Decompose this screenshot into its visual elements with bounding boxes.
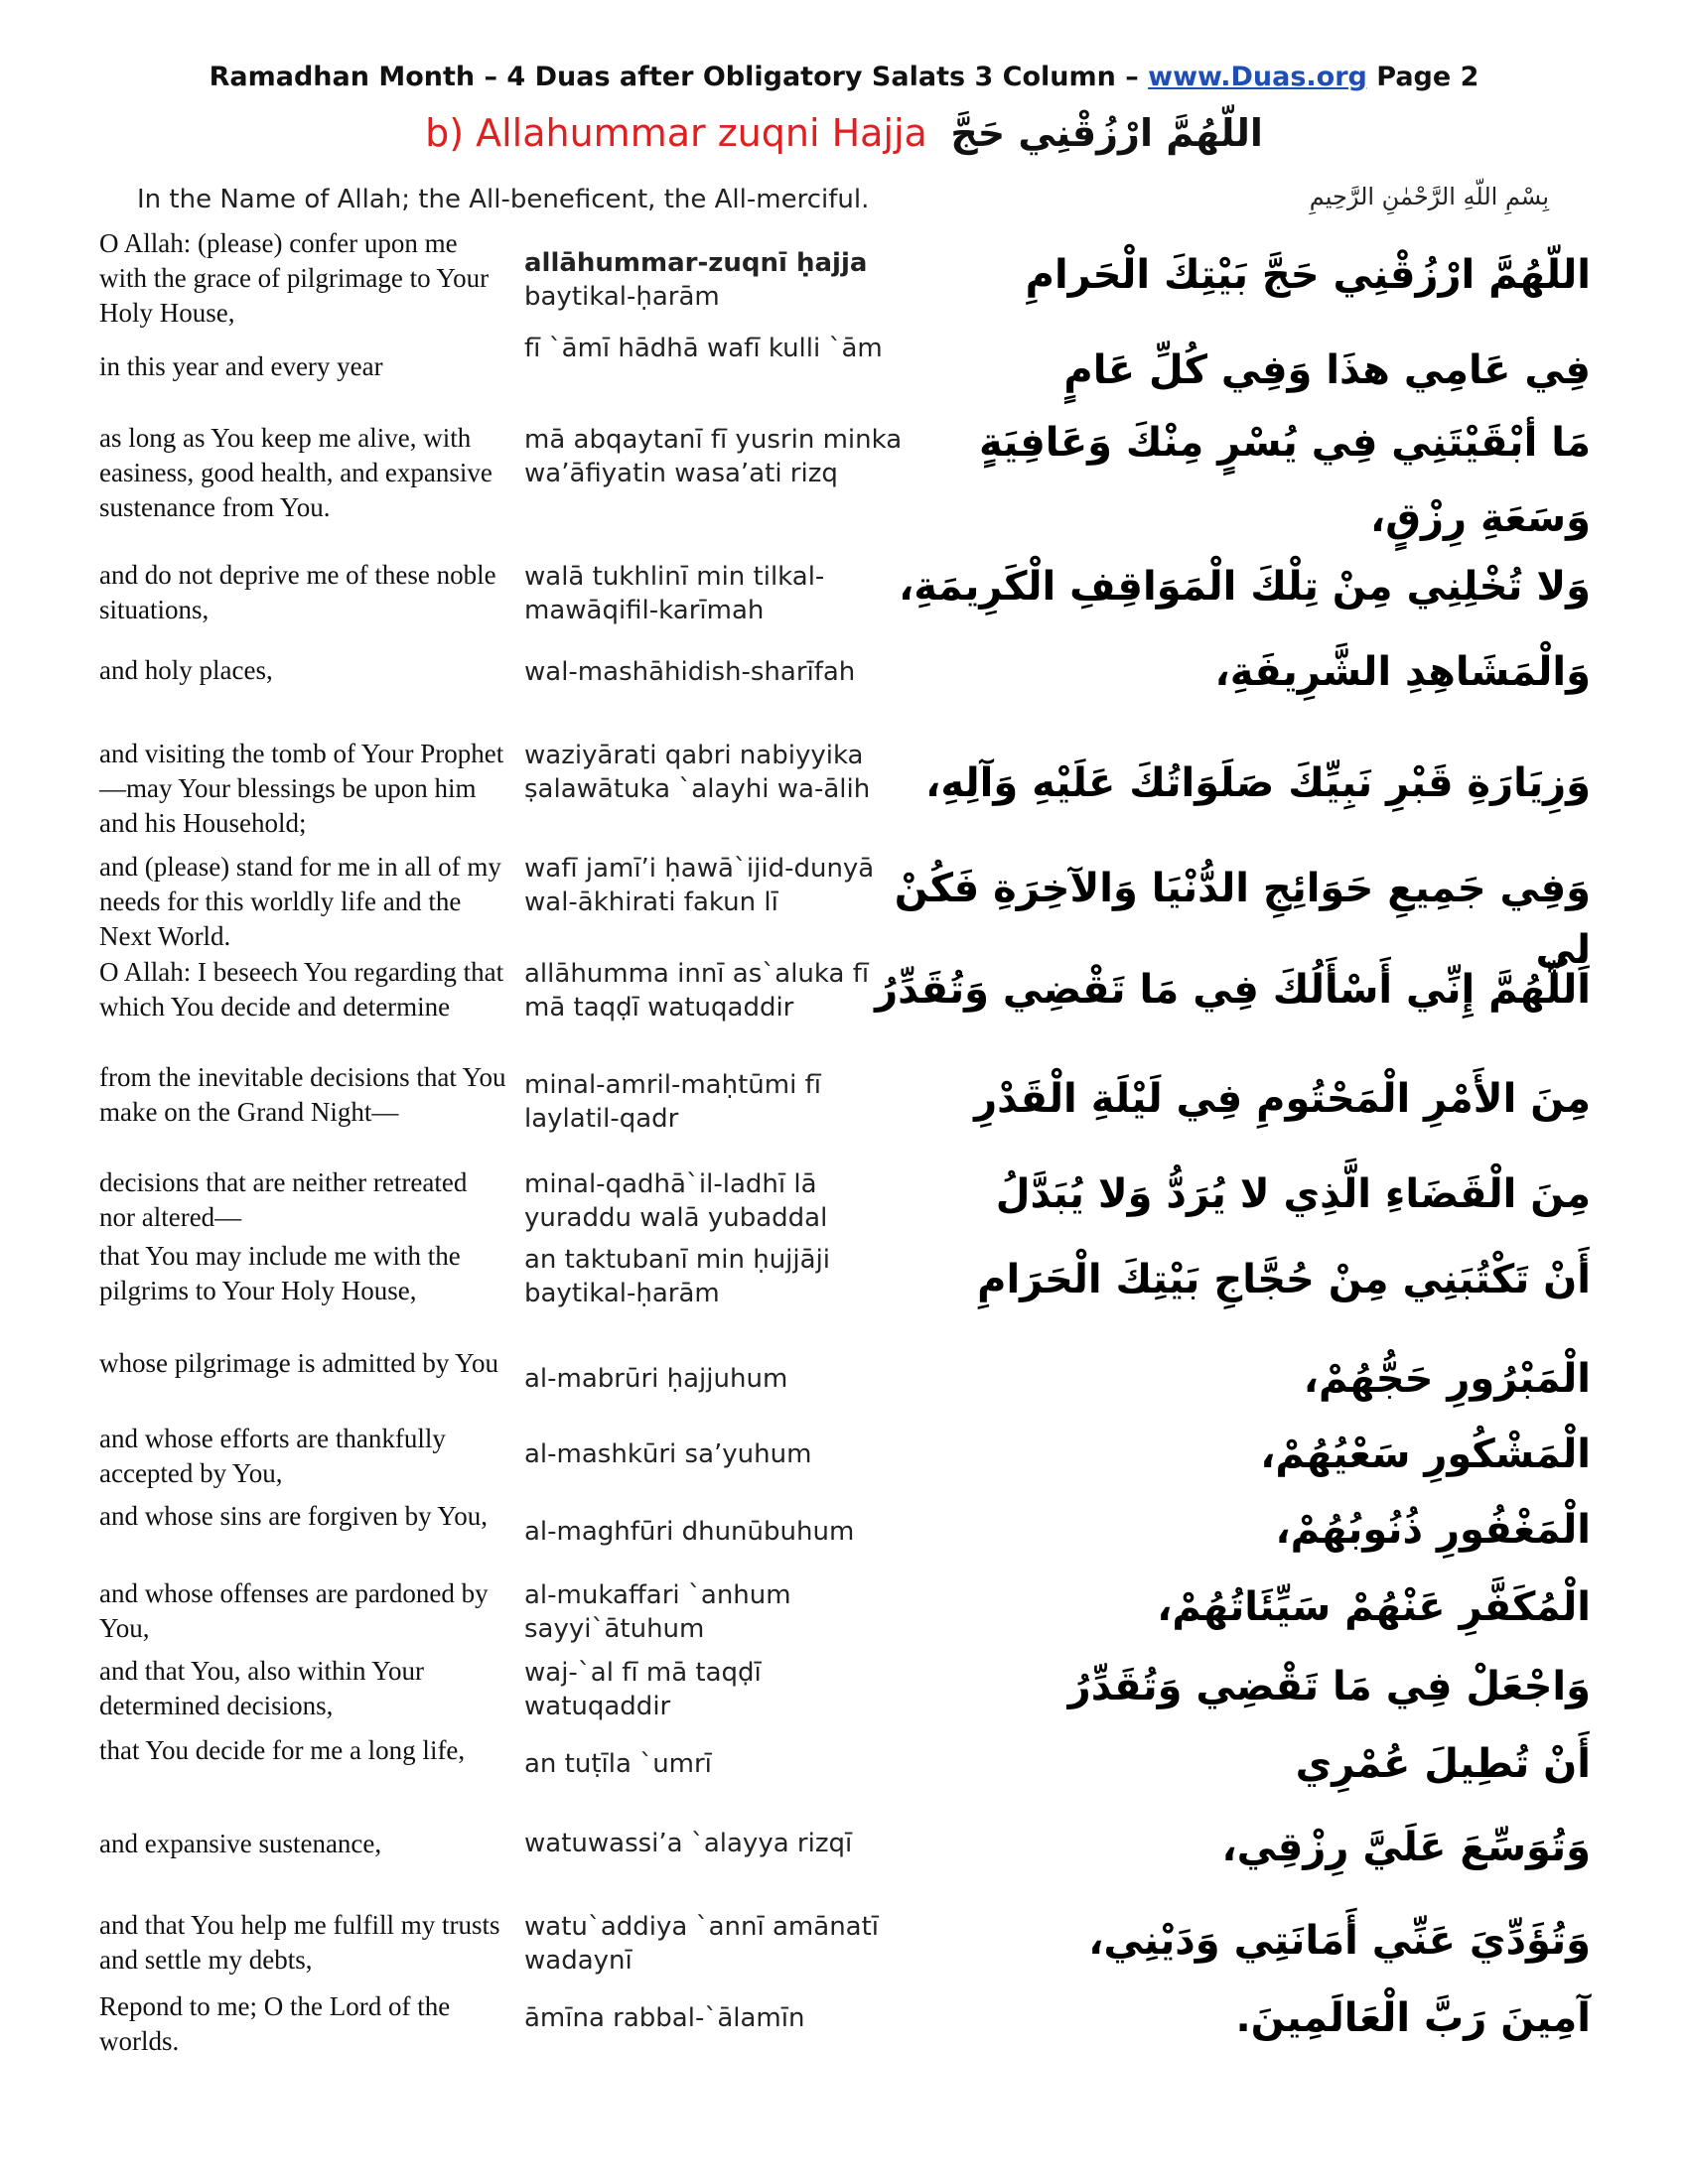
dua-row (0, 419, 1688, 556)
transliteration: walā tukhlinī min tilkal-mawāqifil-karīmah (524, 562, 825, 625)
transliteration: minal-qadhā`il-ladhī lā yuraddu walā yubaddal (524, 1169, 828, 1233)
dua-row (0, 1731, 1688, 1815)
english-translation: and that You, also within Your determined decisions, (99, 1656, 425, 1720)
arabic-text: وَالْمَشَاهِدِ الشَّرِيفَةِ، (1214, 649, 1591, 695)
dua-row (0, 1058, 1688, 1163)
dua-row (0, 1987, 1688, 2065)
bismillah-arabic: بِسْمِ اللّهِ الرَّحْمٰنِ الرَّحِيمِ (1309, 183, 1549, 210)
dua-row (0, 651, 1688, 697)
dua-row (0, 1906, 1688, 1987)
arabic-text: وَاجْعَلْ فِي مَا تَقْضِي وَتُقَدِّرُ (1067, 1664, 1591, 1709)
transliteration: waj-`al fī mā taqḍī watuqaddir (524, 1658, 762, 1721)
transliteration: fī `āmī hādhā wafī kulli `ām (524, 334, 883, 363)
arabic-text: اللّهُمَّ إِنِّي أَسْأَلُكَ فِي مَا تَقْضِي وَتُقَدِّرُ (875, 967, 1591, 1013)
arabic-text: الْمَبْرُورِ حَجُّهُمْ، (1303, 1356, 1591, 1402)
dua-row (0, 224, 1688, 328)
transliteration: al-mashkūri sa’yuhum (524, 1439, 812, 1469)
arabic-text: اللّهُمَّ ارْزُقْنِي حَجَّ بَيْتِكَ الْحَرامِ (1025, 252, 1591, 298)
dua-row (0, 953, 1688, 1058)
english-translation: and that You help me fulfill my trusts and settle my debts, (99, 1910, 500, 1975)
arabic-text: الْمُكَفَّرِ عَنْهُمْ سَيِّئَاتُهُمْ، (1157, 1584, 1591, 1630)
english-translation: and whose efforts are thankfully accepted by You, (99, 1424, 446, 1488)
website-link[interactable]: www.Duas.org (1148, 62, 1367, 92)
transliteration: mā abqaytanī fī yusrin minka wa’āfiyatin wasa’ati rizq (524, 425, 903, 488)
transliteration: wafī jamī’i ḥawā`ijid-dunyā wal-ākhirati fakun lī (524, 854, 875, 917)
english-translation: O Allah: I beseech You regarding that which You decide and determine (99, 957, 504, 1022)
arabic-text: آمِينَ رَبَّ الْعَالَمِينَ. (1235, 1995, 1591, 2041)
english-translation: that You may include me with the pilgrims to Your Holy House, (99, 1241, 461, 1305)
page-header (0, 62, 1688, 92)
dua-row (0, 1420, 1688, 1497)
arabic-text: وَزِيَارَةِ قَبْرِ نَبِيِّكَ صَلَوَاتُكَ عَلَيْهِ وَآلِهِ، (925, 760, 1591, 806)
dua-row (0, 1497, 1688, 1574)
arabic-text: فِي عَامِي هذَا وَفِي كُلِّ عَامٍ (1063, 347, 1591, 393)
english-translation: and expansive sustenance, (99, 1829, 382, 1858)
dua-row (0, 848, 1688, 973)
arabic-text: مَا أبْقَيْتَنِي فِي يُسْرٍ مِنْكَ وَعَافِيَةٍ وَسَعَةِ رِزْقٍ، (979, 420, 1591, 541)
english-translation: and visiting the tomb of Your Prophet—may Your blessings be upon him and his Household; (99, 739, 504, 838)
header-title: Ramadhan Month – 4 Duas after Obligatory Salats 3 Column – (209, 62, 1149, 92)
transliteration: al-mukaffari `anhum sayyi`ātuhum (524, 1580, 791, 1644)
arabic-text: وَتُؤَدِّيَ عَنِّي أَمَانَتِي وَدَيْنِي، (1088, 1918, 1591, 1964)
dua-title (0, 111, 1688, 156)
transliteration: watu`addiya `annī amānatī wadaynī (524, 1912, 880, 1976)
transliteration: an taktubanī min ḥujjāji baytikal-ḥarām (524, 1245, 831, 1308)
dua-row (0, 1652, 1688, 1731)
arabic-text: الْمَشْكُورِ سَعْيُهُمْ، (1260, 1432, 1591, 1477)
dua-title-arabic: اللّهُمَّ ارْزُقْنِي حَجَّ (950, 111, 1263, 155)
english-translation: and (please) stand for me in all of my needs for this worldly life and the Next World. (99, 852, 501, 951)
dua-row (0, 1574, 1688, 1652)
dua-table (0, 224, 1688, 2065)
dua-row (0, 1237, 1688, 1344)
dua-row (0, 556, 1688, 651)
transliteration: allāhumma innī as`aluka fī mā taqḍī watuqaddir (524, 959, 870, 1023)
transliteration-bold: allāhummar-zuqnī ḥajja (524, 248, 868, 278)
transliteration-rest: baytikal-ḥarām (524, 282, 720, 312)
dua-row (0, 735, 1688, 848)
english-translation: and whose offenses are pardoned by You, (99, 1578, 489, 1643)
english-translation: decisions that are neither retreated nor altered— (99, 1167, 468, 1232)
english-translation: O Allah: (please) confer upon me with the grace of pilgrimage to Your Holy House, (99, 228, 490, 328)
transliteration: an tuṭīla `umrī (524, 1749, 712, 1779)
page-number: Page 2 (1366, 62, 1479, 92)
dua-row (0, 1163, 1688, 1237)
transliteration: āmīna rabbal-`ālamīn (524, 2003, 805, 2033)
english-translation: and holy places, (99, 655, 273, 685)
arabic-text: وَلا تُخْلِنِي مِنْ تِلْكَ الْمَوَاقِفِ الْكَرِيمَةِ، (899, 564, 1591, 610)
dua-row (0, 1815, 1688, 1894)
bismillah-english: In the Name of Allah; the All-beneficent, the All-merciful. (137, 185, 870, 214)
english-translation: and whose sins are forgiven by You, (99, 1501, 488, 1531)
english-translation: from the inevitable decisions that You make on the Grand Night— (99, 1062, 506, 1127)
dua-row (0, 1344, 1688, 1420)
transliteration (524, 246, 912, 314)
arabic-text: مِنَ الْقَضَاءِ الَّذِي لا يُرَدُّ وَلا يُبَدَّلُ (995, 1171, 1591, 1217)
transliteration: wal-mashāhidish-sharīfah (524, 657, 856, 687)
transliteration: minal-amril-maḥtūmi fī laylatil-qadr (524, 1070, 821, 1134)
arabic-text: وَفِي جَمِيعِ حَوَائِجِ الدُّنْيَا وَالآخِرَةِ فَكُنْ لِي (894, 866, 1591, 973)
arabic-text: أَنْ تُطِيلَ عُمْرِي (1295, 1741, 1591, 1787)
dua-title-english: b) Allahummar zuqni Hajja (425, 111, 927, 155)
transliteration: al-mabrūri ḥajjuhum (524, 1364, 788, 1394)
transliteration: watuwassi’a `alayya rizqī (524, 1829, 853, 1858)
arabic-text: الْمَغْفُورِ ذُنُوبُهُمْ، (1275, 1507, 1591, 1553)
english-translation: and do not deprive me of these noble situations, (99, 560, 496, 624)
arabic-text: وَتُوَسِّعَ عَلَيَّ رِزْقِي، (1221, 1825, 1591, 1870)
transliteration: waziyārati qabri nabiyyika ṣalawātuka `alayhi wa-ālih (524, 741, 871, 804)
transliteration: al-maghfūri dhunūbuhum (524, 1517, 855, 1547)
english-translation: that You decide for me a long life, (99, 1735, 466, 1765)
english-translation: whose pilgrimage is admitted by You (99, 1348, 498, 1378)
arabic-text: مِنَ الأَمْرِ الْمَحْتُومِ فِي لَيْلَةِ الْقَدْرِ (974, 1076, 1591, 1122)
english-translation: in this year and every year (99, 351, 383, 381)
english-translation: as long as You keep me alive, with easiness, good health, and expansive sustenance from You. (99, 423, 492, 522)
arabic-text: أَنْ تَكْتُبَنِي مِنْ حُجَّاجِ بَيْتِكَ الْحَرَامِ (977, 1257, 1591, 1302)
english-translation: Repond to me; O the Lord of the worlds. (99, 1991, 451, 2056)
